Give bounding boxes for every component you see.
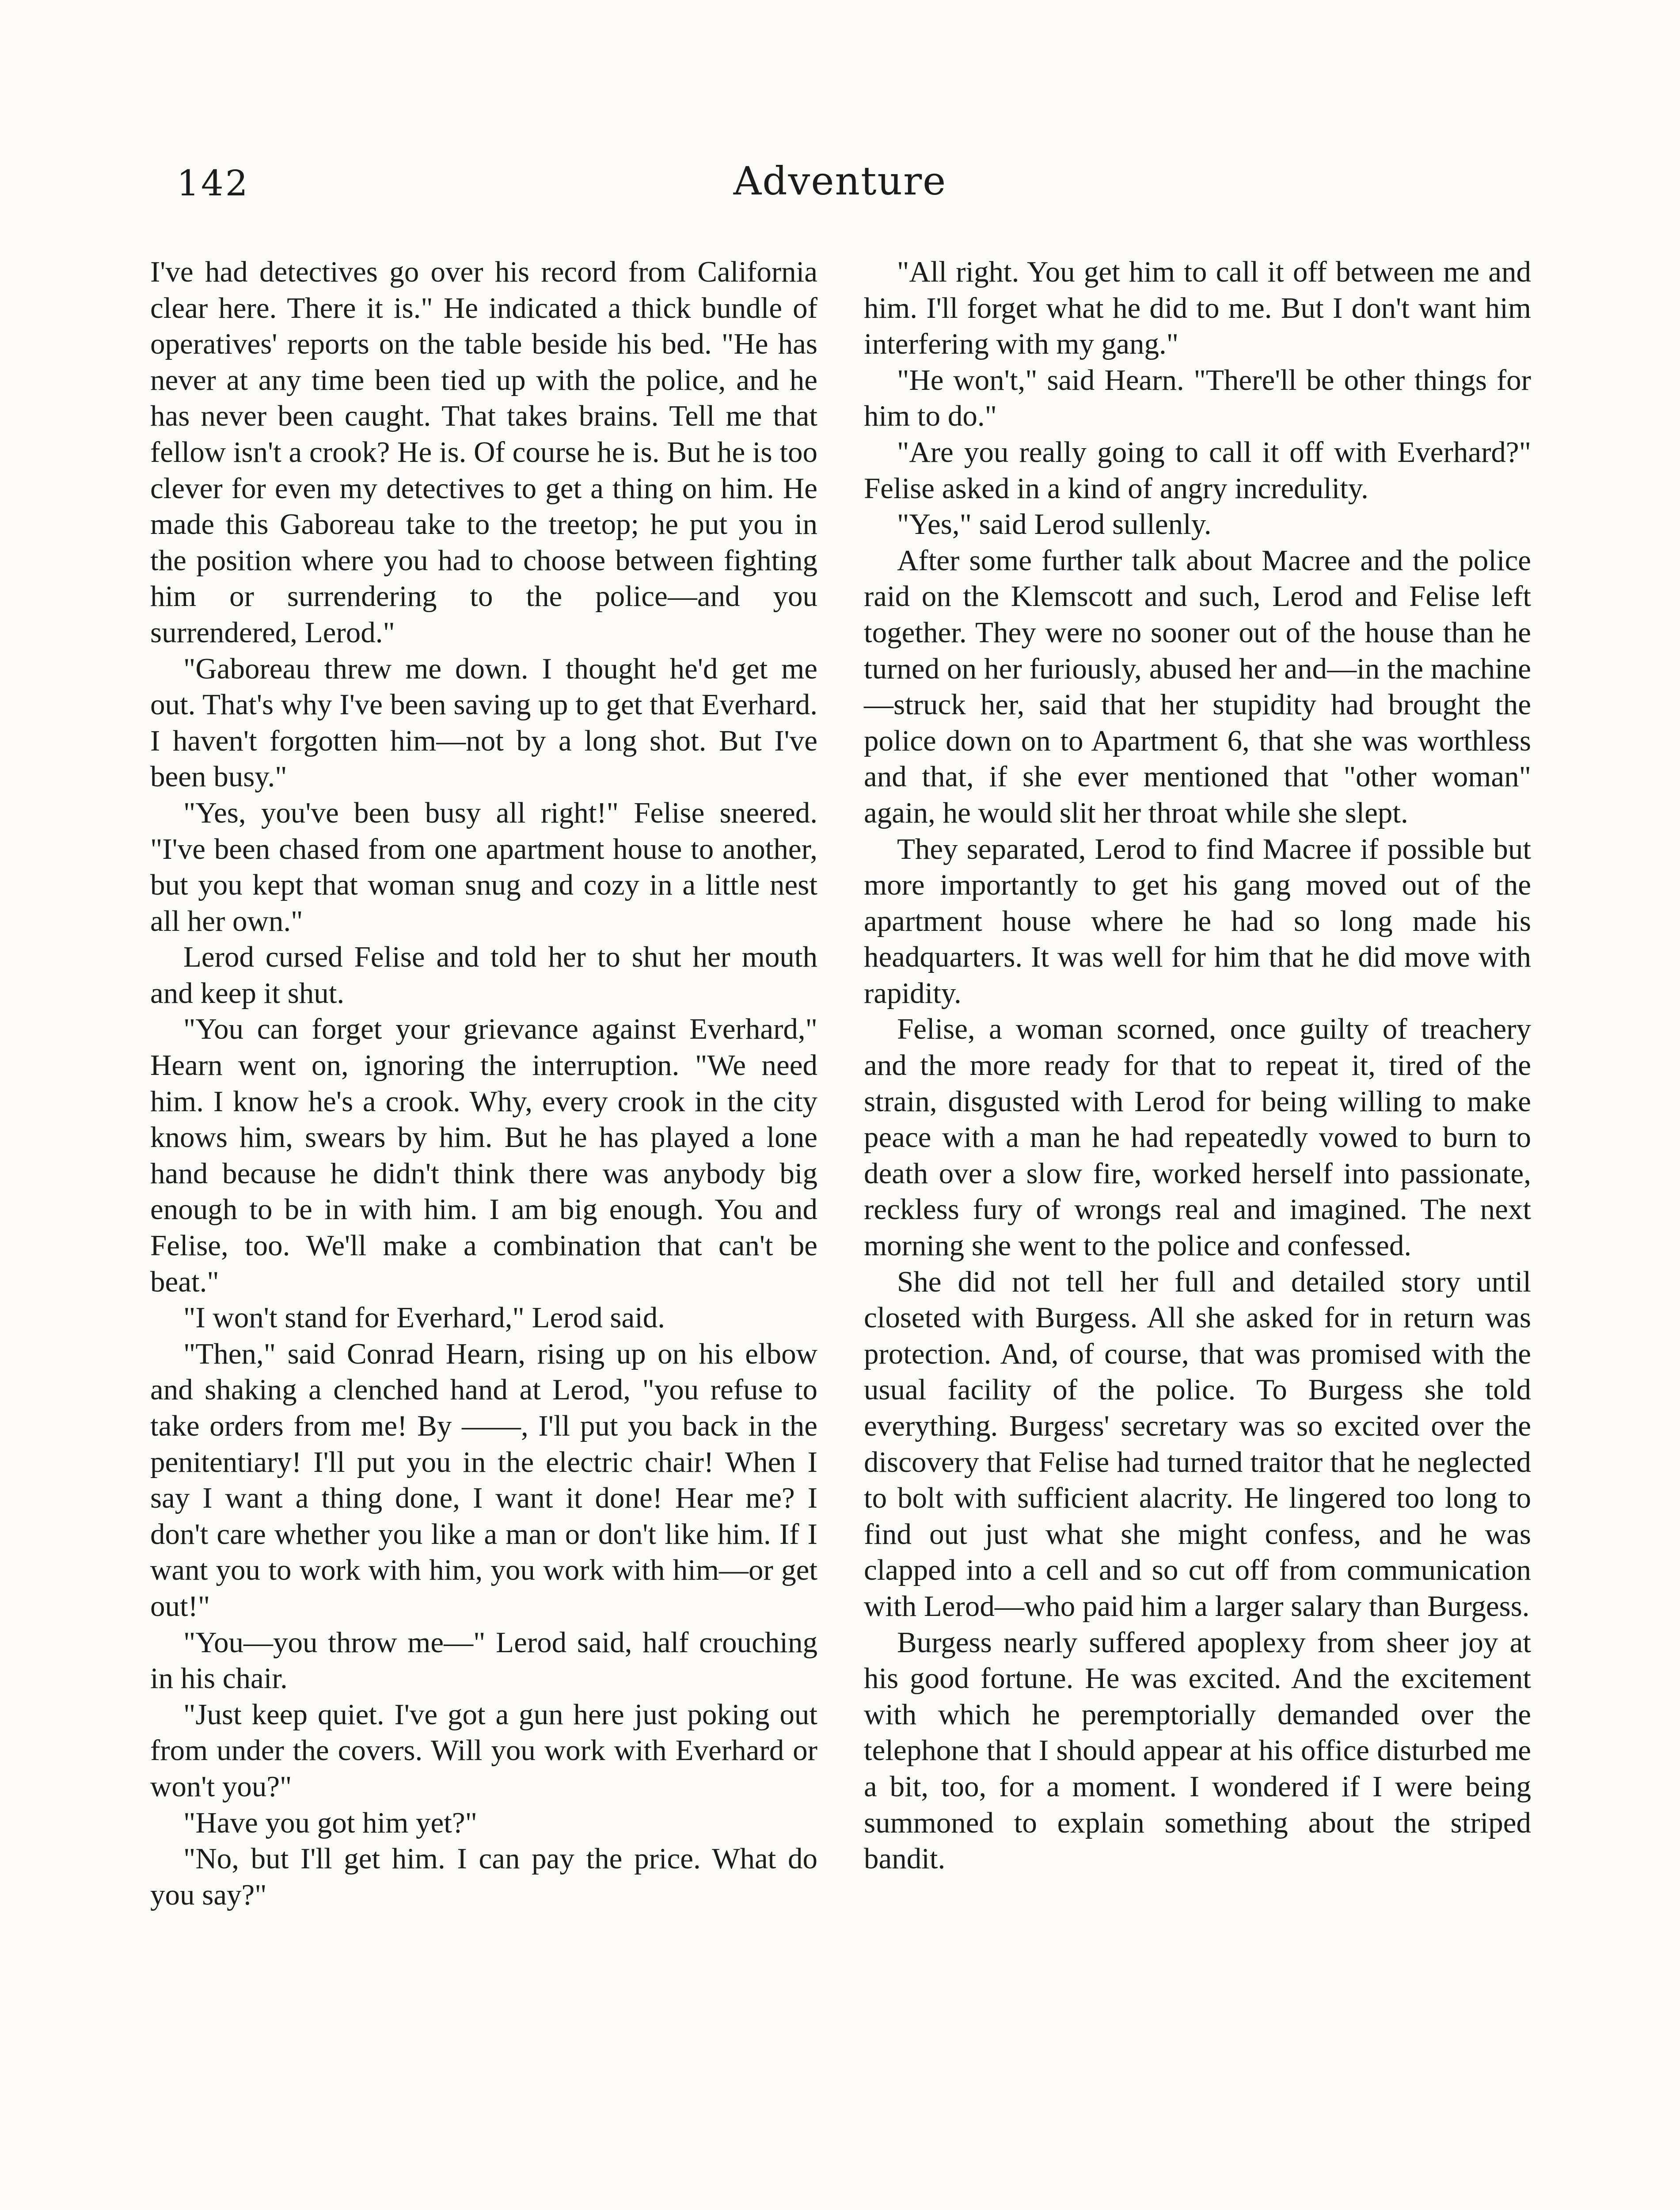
paragraph: After some further talk about Macree and the police raid on the Klemscott and such, Lerod and Felise left together. They were no sooner out of the house than he turned on her furiously, abused her and—in the machine—struck her, said that her stupidity had brought the police down on to Apartment 6, that she was worthless and that, if she ever mentioned that "other woman" again, he would slit her throat while she slept.: [864, 544, 1531, 829]
paragraph: "No, but I'll get him. I can pay the price. What do you say?": [150, 1842, 817, 1911]
paragraph: I've had detectives go over his record from California clear here. There it is." He indicated a thick bundle of operatives' reports on the table beside his bed. "He has never at any time been tied up with the police, and he has never been caught. That takes brains. Tell me that fellow isn't a crook? He is. Of course he is. But he is too clever for even my detectives to get a thing on him. He made this Gaboreau take to the treetop; he put you in the position where you had to choose between fighting him or surrendering to the police—and you surrendered, Lerod.": [150, 255, 817, 649]
page-number: 142: [177, 163, 250, 204]
right-column: [864, 254, 1531, 1877]
paragraph: "You can forget your grievance against Everhard," Hearn went on, ignoring the interruption. "We need him. I know he's a crook. Why, every crook in the city knows him, swears by him. But he has played a lone hand because he didn't think there was anybody big enough to be in with him. I am big enough. You and Felise, too. We'll make a combination that can't be beat.": [150, 1013, 817, 1298]
paragraph: "He won't," said Hearn. "There'll be other things for him to do.": [864, 363, 1531, 433]
paragraph: "I won't stand for Everhard," Lerod said.: [183, 1301, 665, 1334]
paragraph: Felise, a woman scorned, once guilty of treachery and the more ready for that to repeat it, tired of the strain, disgusted with Lerod for being willing to make peace with a man he had repeatedly vowed to burn to death over a slow fire, worked herself into passionate, reckless fury of wrongs real and imagined. The next morning she went to the police and confessed.: [864, 1013, 1531, 1262]
paragraph: Burgess nearly suffered apoplexy from sheer joy at his good fortune. He was excited. And the excitement with which he peremptorially demanded over the telephone that I should appear at his office disturbed me a bit, too, for a moment. I wondered if I were being summoned to explain something about the striped bandit.: [864, 1626, 1531, 1875]
paragraph: "Are you really going to call it off with Everhard?" Felise asked in a kind of angry incredulity.: [864, 435, 1531, 505]
paragraph: Lerod cursed Felise and told her to shut her mouth and keep it shut.: [150, 941, 817, 1010]
paragraph: "Then," said Conrad Hearn, rising up on his elbow and shaking a clenched hand at Lerod, "you refuse to take orders from me! By ——, I'll put you back in the penitentiary! I'll put you in the electric chair! When I say I want a thing done, I want it done! Hear me? I don't care whether you like a man or don't like him. If I want you to work with him, you work with him—or get out!": [150, 1337, 817, 1623]
paragraph: "Have you got him yet?": [183, 1806, 477, 1839]
paragraph: They separated, Lerod to find Macree if possible but more importantly to get his gang moved out of the apartment house where he had so long made his headquarters. It was well for him that he did move with rapidity.: [864, 832, 1531, 1010]
paragraph: "Gaboreau threw me down. I thought he'd get me out. That's why I've been saving up to get that Everhard. I haven't forgotten him—not by a long shot. But I've been busy.": [150, 652, 817, 793]
paragraph: "All right. You get him to call it off between me and him. I'll forget what he did to me. But I don't want him interfering with my gang.": [864, 255, 1531, 361]
left-column: [150, 254, 817, 1913]
paragraph: She did not tell her full and detailed story until closeted with Burgess. All she asked for in return was protection. And, of course, that was promised with the usual facility of the police. To Burgess she told everything. Burgess' secretary was so excited over the discovery that Felise had turned traitor that he neglected to bolt with sufficient alacrity. He lingered too long to find out just what she might confess, and he was clapped into a cell and so cut off from communication with Lerod—who paid him a larger salary than Burgess.: [864, 1265, 1531, 1623]
paragraph: "You—you throw me—" Lerod said, half crouching in his chair.: [150, 1626, 817, 1695]
paragraph: "Yes," said Lerod sullenly.: [897, 508, 1212, 541]
paragraph: "Just keep quiet. I've got a gun here just poking out from under the covers. Will you work with Everhard or won't you?": [150, 1698, 817, 1803]
magazine-title: Adventure: [733, 158, 947, 204]
paragraph: "Yes, you've been busy all right!" Felise sneered. "I've been chased from one apartment house to another, but you kept that woman snug and cozy in a little nest all her own.": [150, 796, 817, 937]
